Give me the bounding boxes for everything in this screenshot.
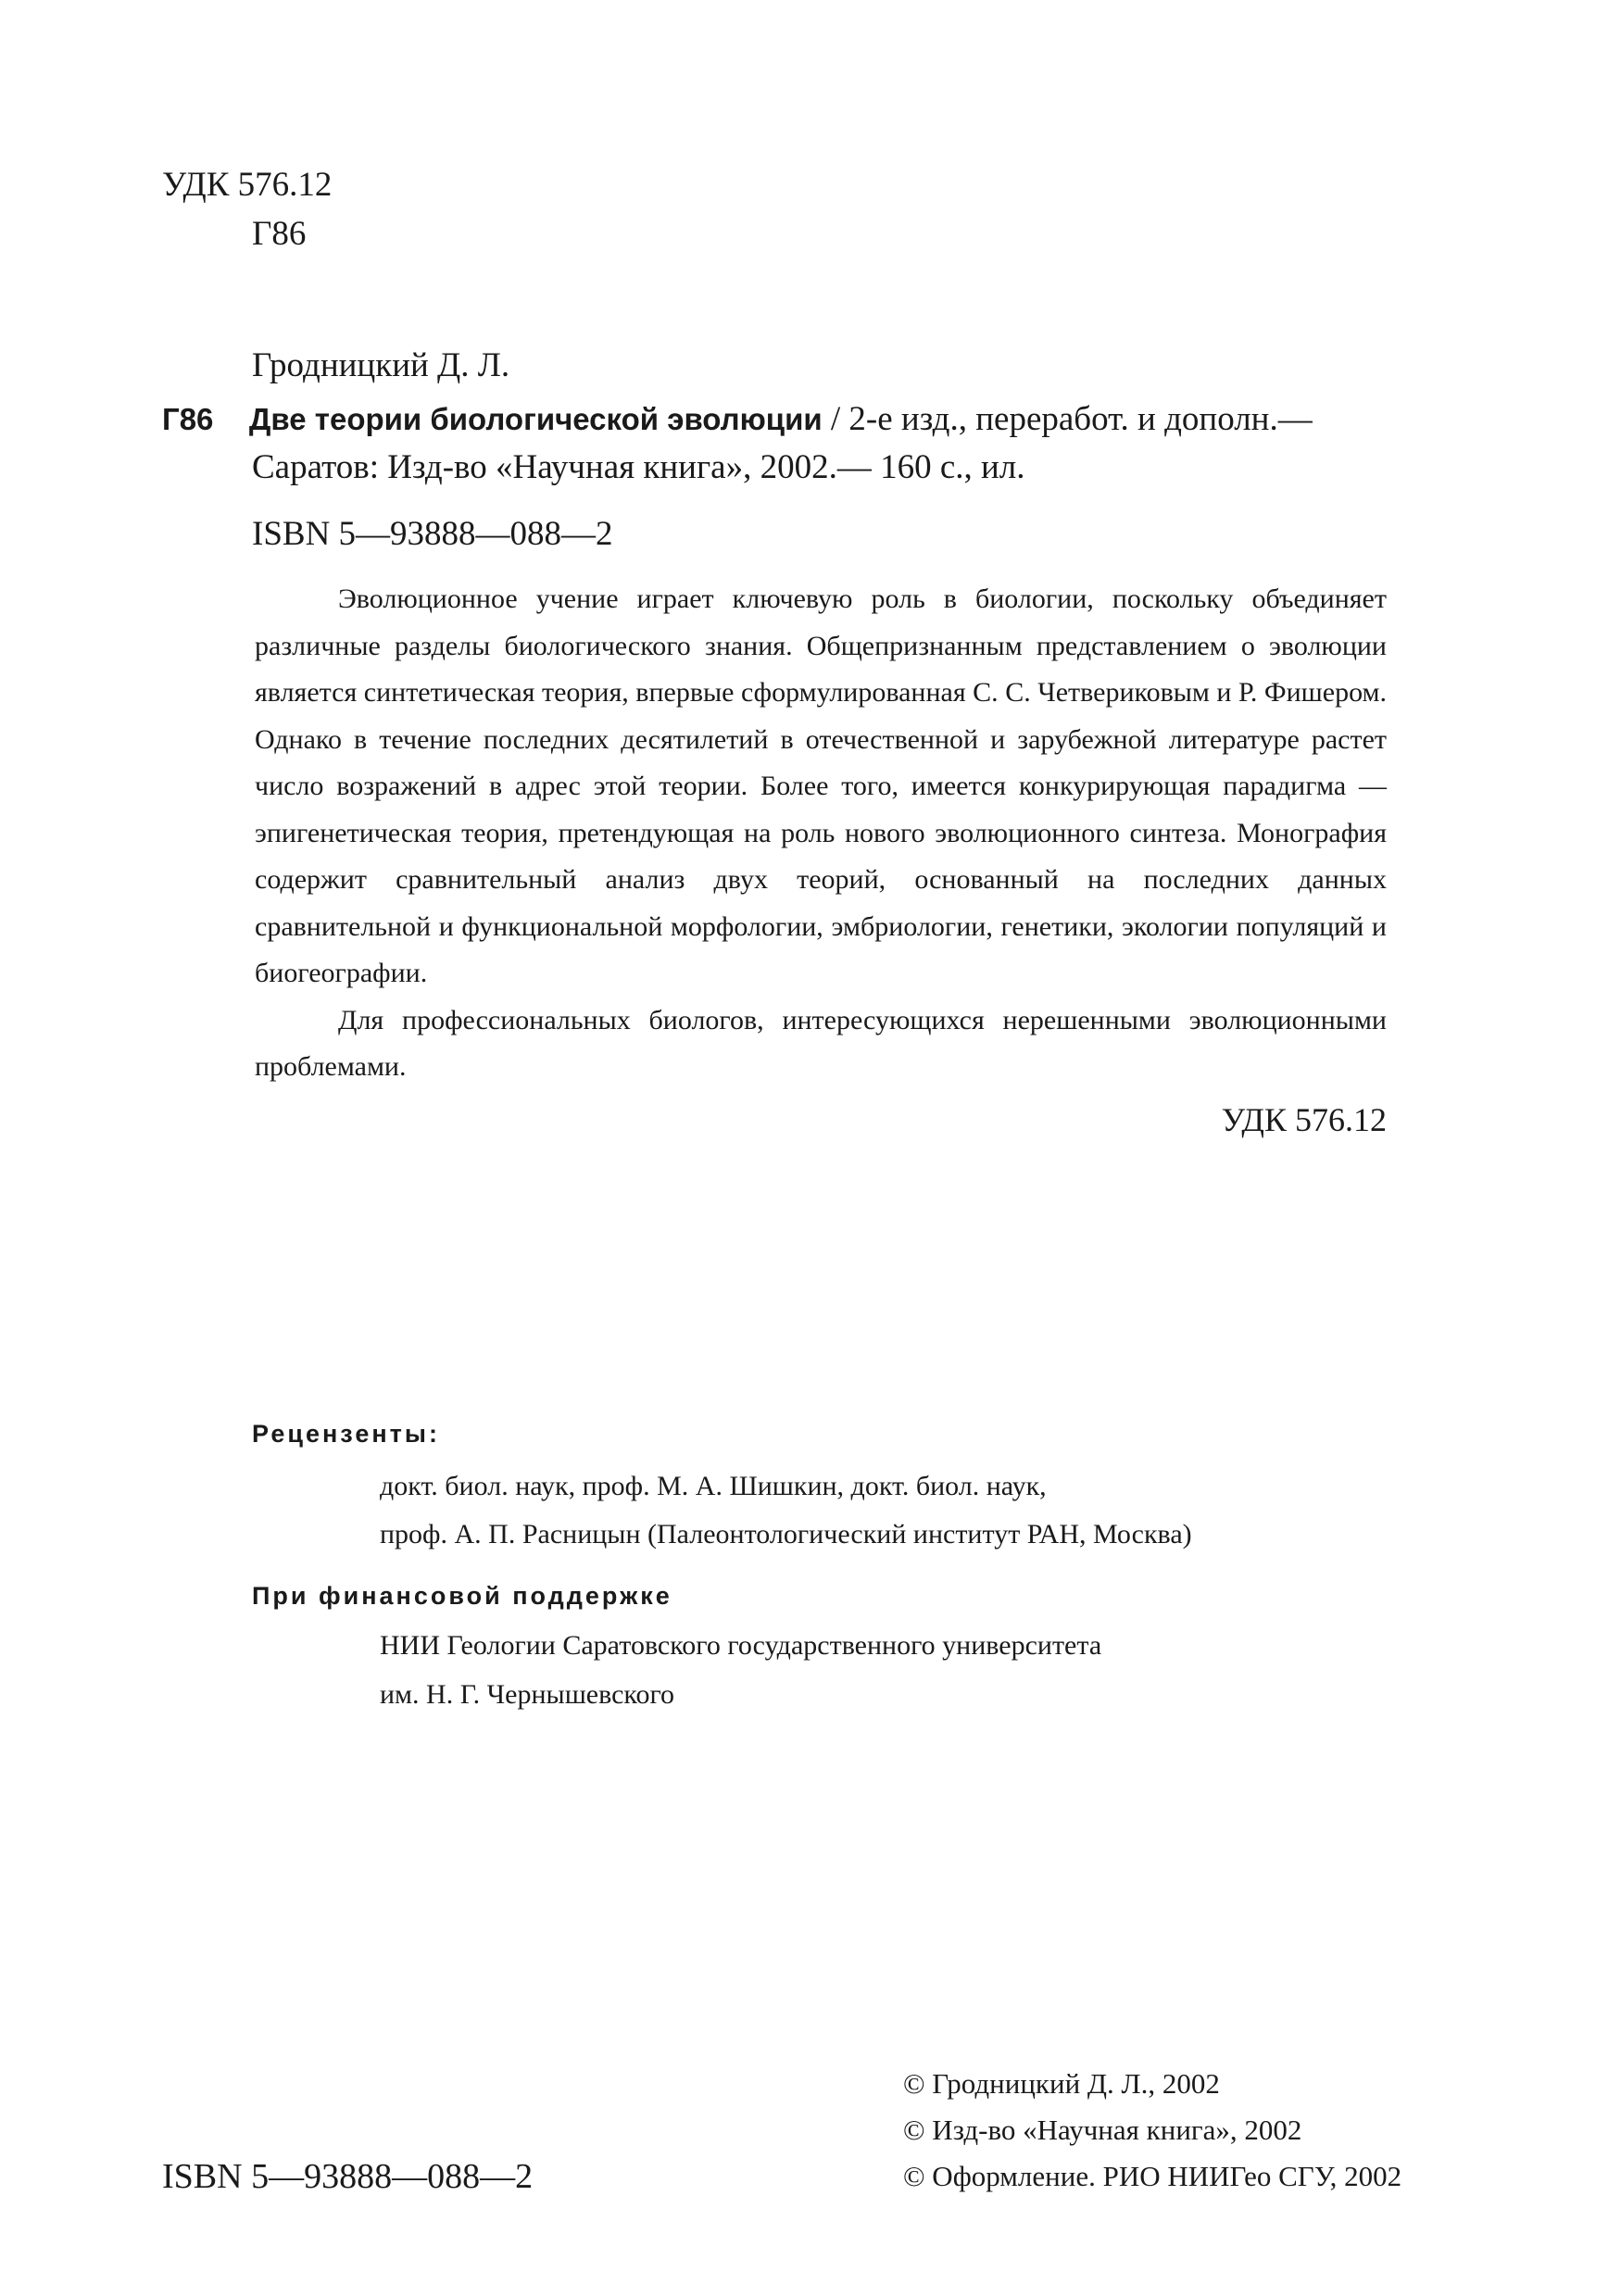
title-sign: Г86 (162, 402, 214, 436)
support-line: им. Н. Г. Чернышевского (380, 1679, 675, 1710)
title-line (162, 396, 1313, 443)
annotation-udk: УДК 576.12 (1221, 1100, 1387, 1138)
support-line: НИИ Геологии Саратовского государственного университета (380, 1630, 1102, 1661)
copyright-line: © Гродницкий Д. Л., 2002 (903, 2067, 1220, 2100)
copyright-line: © Оформление. РИО НИИГео СГУ, 2002 (903, 2160, 1402, 2192)
copyright-line: © Изд-во «Научная книга», 2002 (903, 2114, 1302, 2146)
book-title: Две теории биологической эволюции (248, 402, 823, 436)
reviewers-line: докт. биол. наук, проф. М. А. Шишкин, докт. биол. наук, (380, 1471, 1047, 1501)
author-sign: Г86 (252, 215, 307, 253)
edition-info: / 2-е изд., переработ. и дополн.— (822, 400, 1313, 438)
reviewers-line: проф. А. П. Расницын (Палеонтологический институт РАН, Москва) (380, 1519, 1192, 1549)
isbn-footer: ISBN 5—93888—088—2 (162, 2157, 534, 2196)
annotation (255, 576, 1387, 1143)
isbn-record: ISBN 5—93888—088—2 (252, 515, 613, 553)
reviewers-heading: Рецензенты: (252, 1420, 440, 1448)
annotation-paragraph: Эволюционное учение играет ключевую роль в биологии, поскольку объединяет различные разделы биологического знания. Общепризнанным представлением о эволюции является синтетическая теория, впервые сформулированная С. С. Четвериковым и Р. Фишером. Однако в течение последних десятилетий в отечественной и зарубежной литературе растет число возражений в адрес этой теории. Более того, имеется конкурирующая парадигма — эпигенетическая теория, претендующая на роль нового эволюционного синтеза. Монография содержит сравнительный анализ двух теорий, основанный на последних данных сравнительной и функциональной морфологии, эмбриологии, генетики, экологии популяций и биогеографии. (255, 583, 1387, 988)
imprint: Саратов: Изд-во «Научная книга», 2002.— 160 с., ил. (252, 448, 1025, 486)
support-heading: При финансовой поддержке (252, 1582, 672, 1610)
copyright-block (903, 2061, 1401, 2200)
author-name: Гродницкий Д. Л. (252, 346, 510, 384)
udk-code: УДК 576.12 (162, 166, 333, 204)
annotation-paragraph: Для профессиональных биологов, интересующихся нерешенными эволюционными проблемами. (255, 1004, 1387, 1082)
